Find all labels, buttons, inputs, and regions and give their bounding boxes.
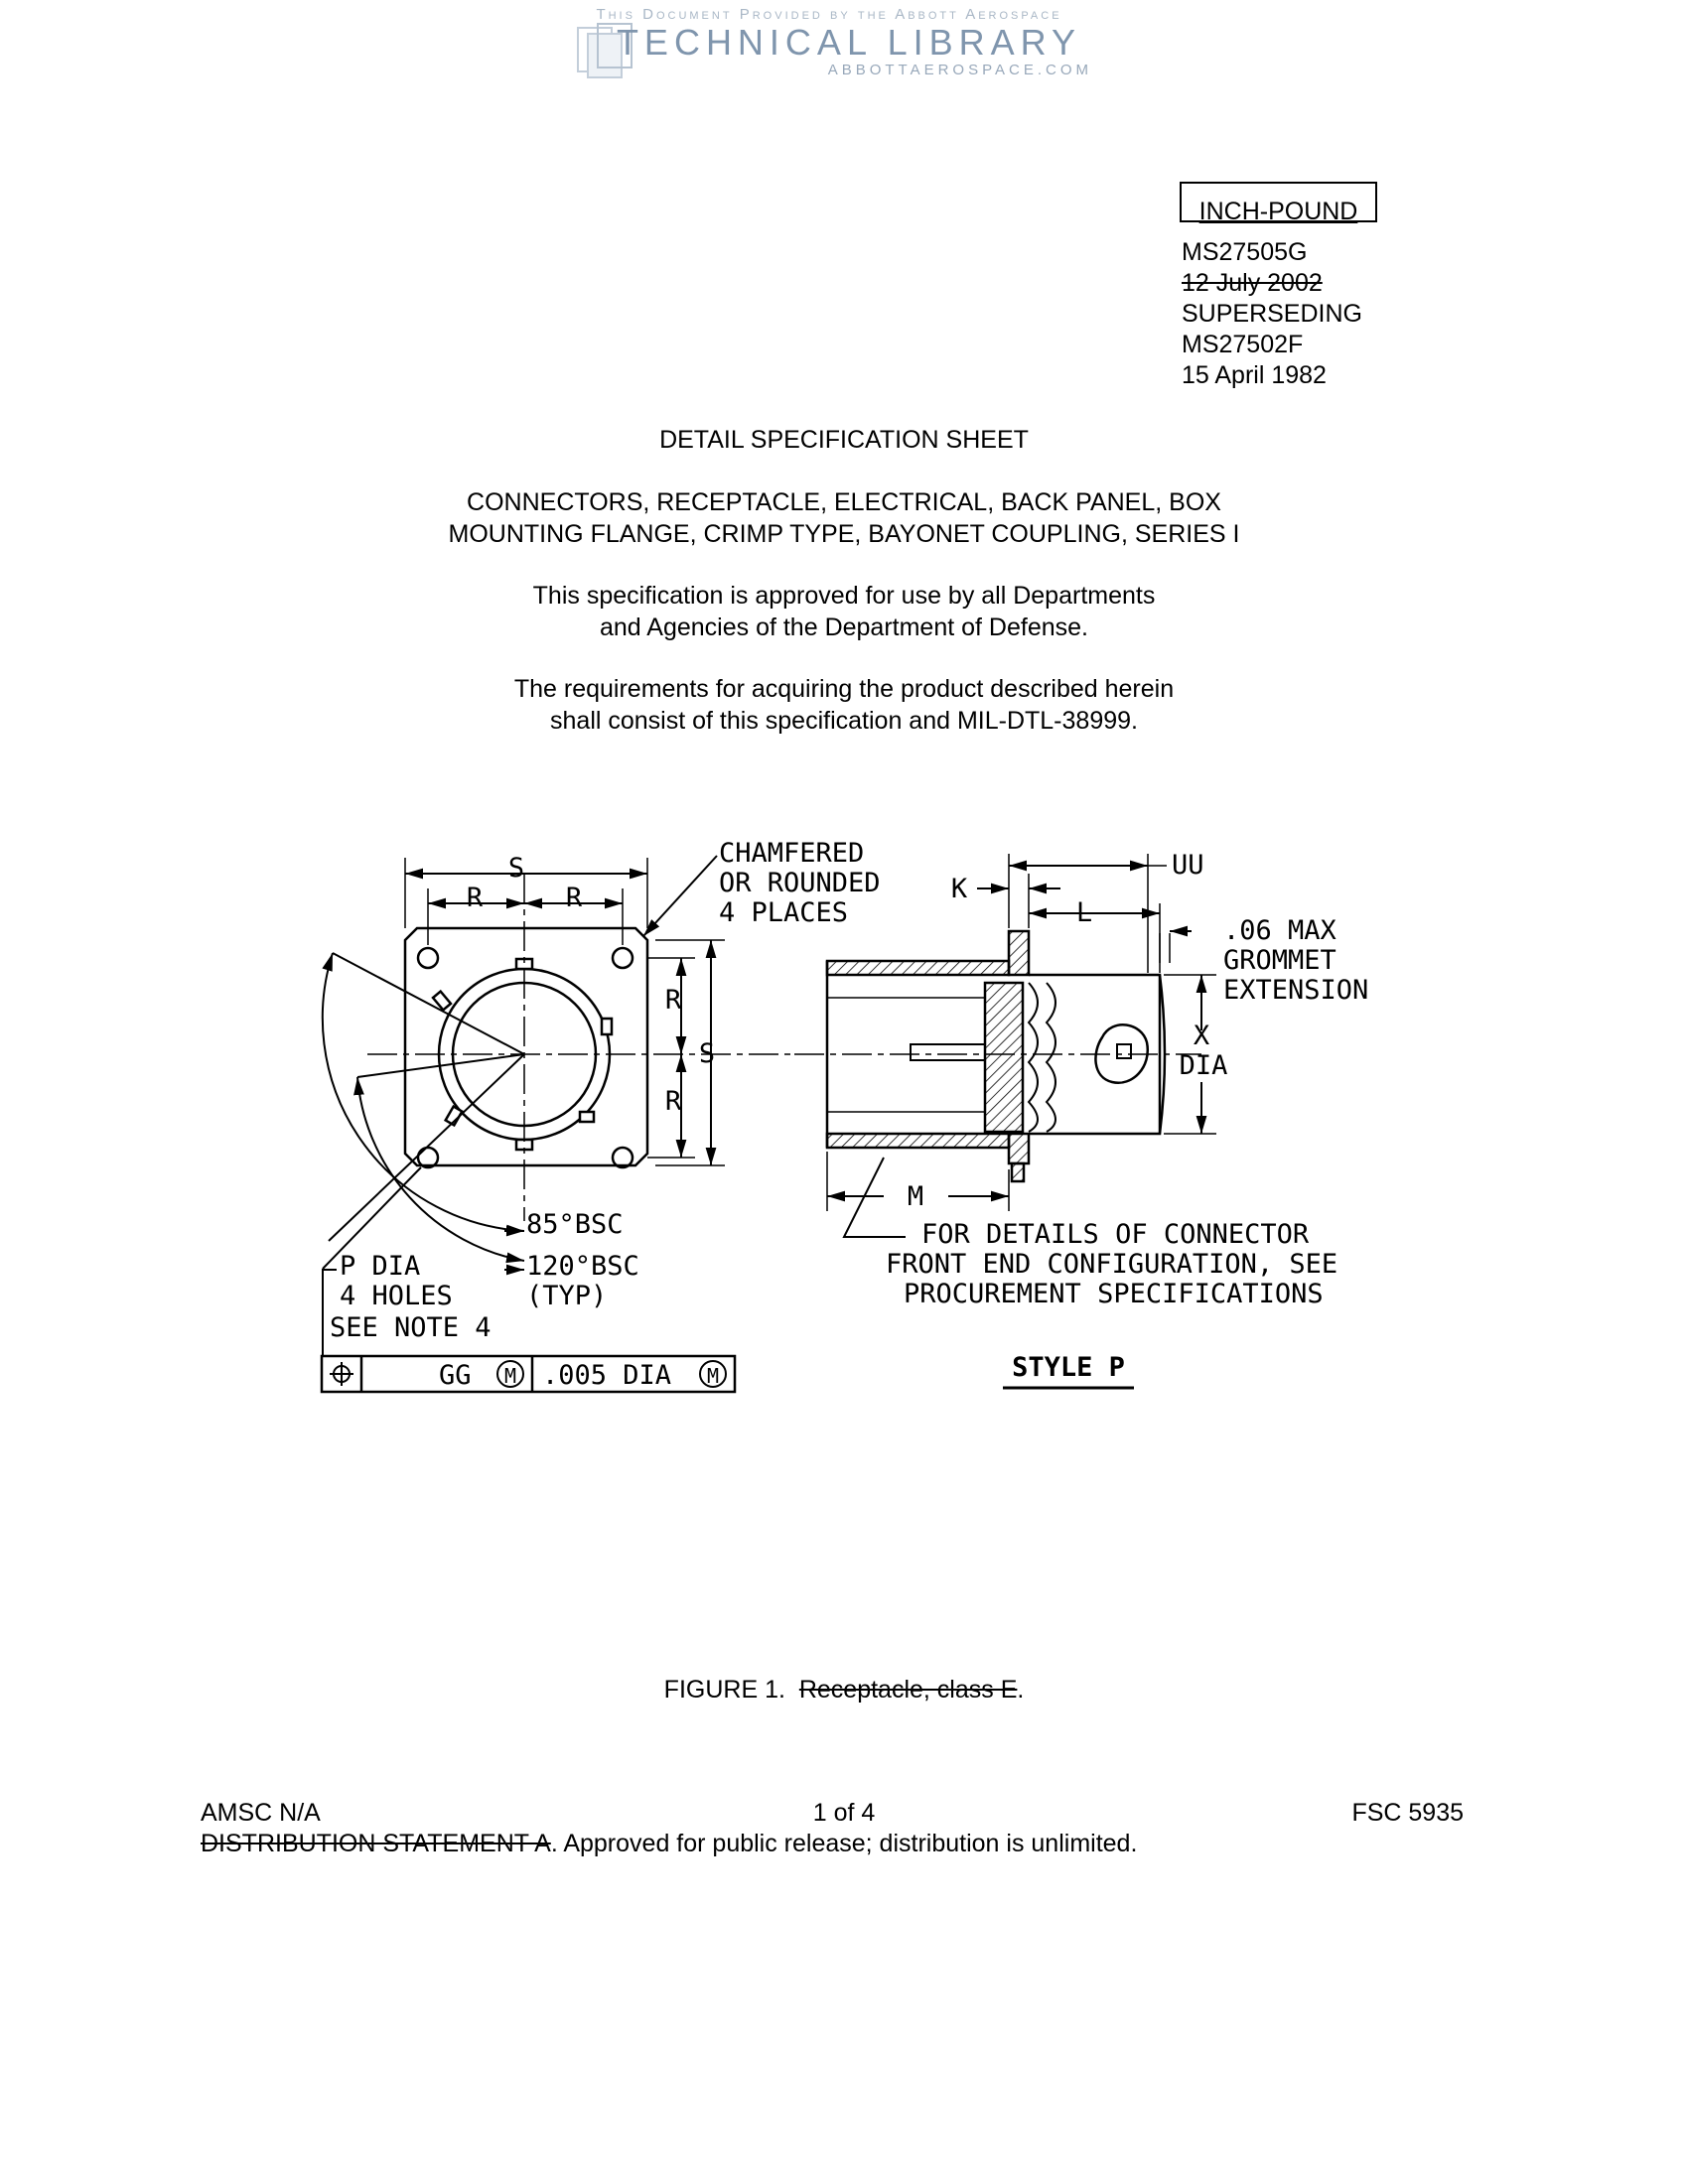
superseding-label: SUPERSEDING (1182, 300, 1362, 328)
watermark-title: TECHNICAL LIBRARY (616, 22, 1082, 63)
grommet-note-1: .06 MAX (1223, 915, 1336, 946)
watermark-provider: This Document Provided by the Abbott Aerospace (596, 6, 1062, 23)
details-note-1: FOR DETAILS OF CONNECTOR (921, 1219, 1310, 1250)
dim-r-lower: R (664, 1086, 682, 1117)
fcf-mmc-1: M (503, 1364, 517, 1388)
sheet-title: DETAIL SPECIFICATION SHEET (659, 426, 1029, 454)
footer-distribution (201, 1830, 1137, 1858)
doc-id: MS27505G (1182, 238, 1308, 266)
chamfer-note-2: OR ROUNDED (719, 868, 881, 898)
dim-r-left: R (466, 883, 484, 913)
grommet-note-2: GROMMET (1223, 945, 1336, 976)
units-label: INCH-POUND (1198, 198, 1358, 225)
fcf-gg: GG (439, 1360, 472, 1391)
angle-typ-label: (TYP) (526, 1281, 608, 1311)
footer-page-number: 1 of 4 (812, 1799, 876, 1827)
figure-caption (298, 1674, 1390, 1706)
dim-r-upper: R (664, 985, 682, 1016)
watermark-url: ABBOTTAEROSPACE.COM (827, 62, 1092, 78)
dim-s-top: S (507, 853, 525, 884)
fcf-mmc-2: M (706, 1364, 720, 1388)
mount-hole (613, 948, 633, 968)
distribution-text: . Approved for public release; distribution is unlimited. (550, 1830, 1138, 1857)
front-view (322, 856, 794, 1392)
approval-line-2: and Agencies of the Department of Defense. (600, 614, 1088, 641)
front-view-labels (330, 838, 881, 1391)
footer-amsc: AMSC N/A (201, 1799, 321, 1827)
chamfer-note-1: CHAMFERED (719, 838, 865, 869)
caption-prefix: FIGURE 1. (663, 1676, 785, 1704)
dim-uu: UU (1172, 850, 1204, 881)
requirements-line-1: The requirements for acquiring the product described herein (513, 675, 1175, 703)
hole-note-3: SEE NOTE 4 (330, 1312, 492, 1343)
angle-120-label: 120°BSC (526, 1251, 639, 1282)
subject-line-1: CONNECTORS, RECEPTACLE, ELECTRICAL, BACK PANEL, BOX (467, 488, 1221, 516)
caption-period: . (1017, 1676, 1025, 1704)
subject-line-2: MOUNTING FLANGE, CRIMP TYPE, BAYONET COUPLING, SERIES I (448, 520, 1240, 548)
approval-line-1: This specification is approved for use by all Departments (532, 582, 1156, 610)
dim-k: K (950, 874, 968, 904)
details-note-3: PROCUREMENT SPECIFICATIONS (904, 1279, 1324, 1309)
side-view-labels (886, 850, 1368, 1383)
dim-x: X (1193, 1021, 1210, 1051)
hole-note-2: 4 HOLES (340, 1281, 453, 1311)
dim-x-dia: DIA (1179, 1050, 1228, 1081)
distribution-label: DISTRIBUTION STATEMENT A (201, 1830, 551, 1857)
superseded-date: 15 April 1982 (1182, 361, 1327, 389)
caption-text: Receptacle, class E (798, 1676, 1018, 1704)
doc-date: 12 July 2002 (1182, 269, 1323, 297)
footer-fsc: FSC 5935 (1351, 1799, 1464, 1827)
dim-m: M (907, 1181, 924, 1212)
dim-r-right: R (565, 883, 583, 913)
style-label: STYLE P (1012, 1352, 1125, 1383)
requirements-line-2: shall consist of this specification and MIL-DTL-38999. (550, 707, 1138, 735)
hole-note-1: P DIA (340, 1251, 421, 1282)
dim-l: L (1075, 897, 1093, 928)
fcf-tolerance: .005 DIA (542, 1360, 672, 1391)
mount-hole (418, 948, 438, 968)
grommet-note-3: EXTENSION (1223, 975, 1369, 1006)
dim-s-right: S (698, 1038, 716, 1069)
details-note-2: FRONT END CONFIGURATION, SEE (886, 1249, 1338, 1280)
superseded-id: MS27502F (1182, 331, 1304, 358)
chamfer-note-3: 4 PLACES (719, 897, 849, 928)
angle-85-label: 85°BSC (526, 1209, 624, 1240)
